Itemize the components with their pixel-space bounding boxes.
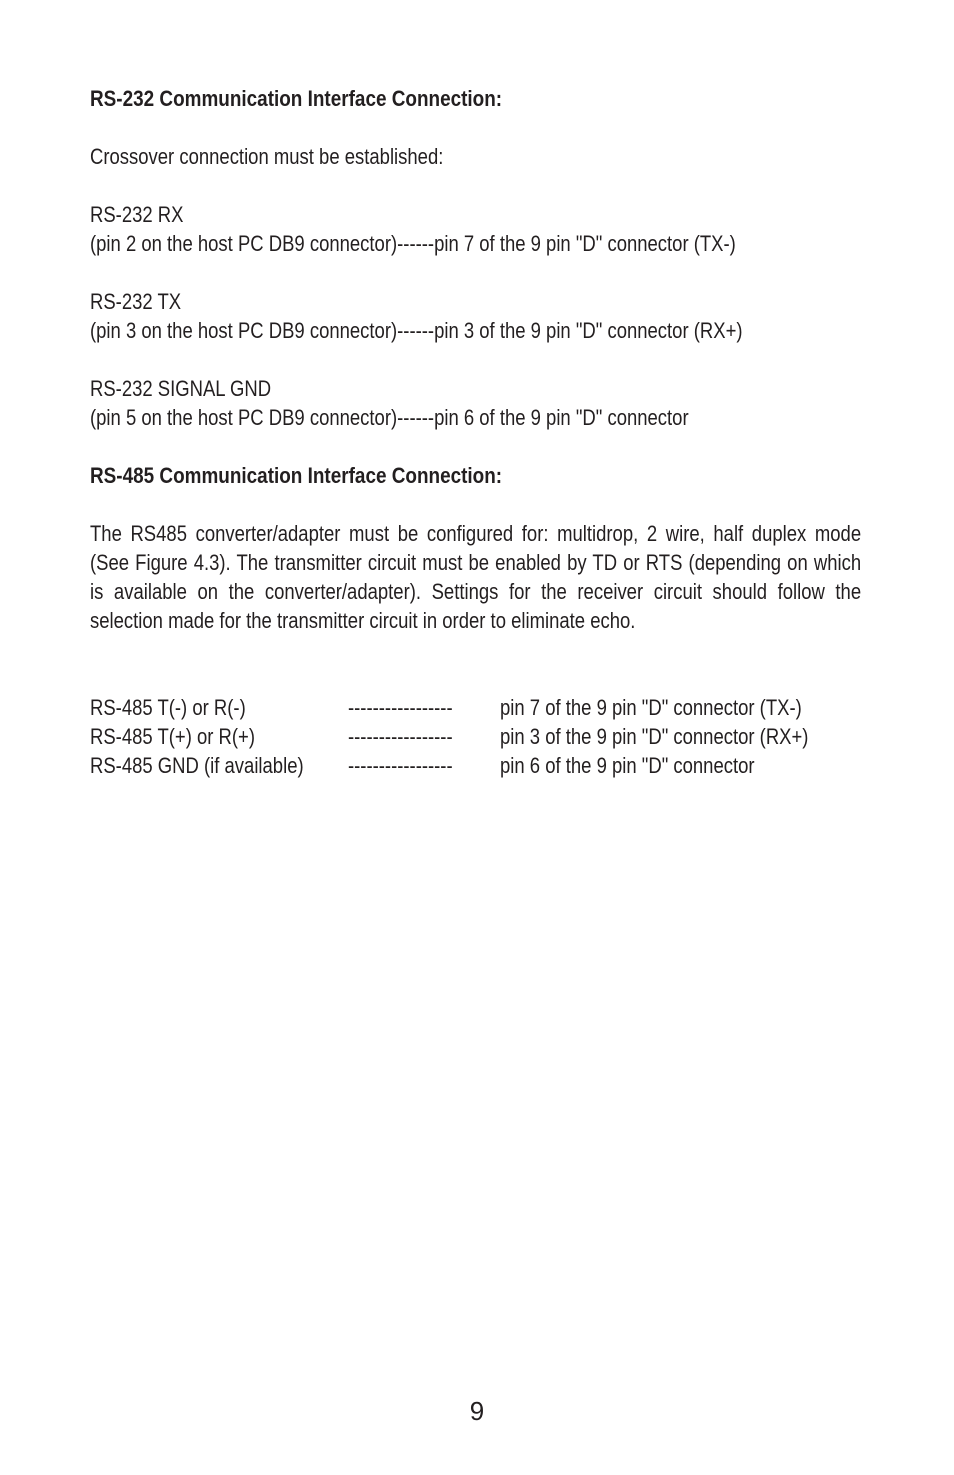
- rs232-heading: RS-232 Communication Interface Connection:: [90, 86, 503, 111]
- rs485-target: pin 3 of the 9 pin "D" connector (RX+): [500, 724, 809, 749]
- rs485-row: [90, 693, 862, 722]
- rs485-dashes: -----------------: [348, 695, 453, 720]
- connection-detail: (pin 3 on the host PC DB9 connector)------pin 3 of the 9 pin "D" connector (RX+): [90, 318, 743, 343]
- rs485-signal: RS-485 T(-) or R(-): [90, 695, 246, 720]
- rs485-signal: RS-485 GND (if available): [90, 753, 304, 778]
- page-number: 9: [469, 1396, 485, 1426]
- rs485-heading: RS-485 Communication Interface Connection:: [90, 463, 503, 488]
- rs485-target: pin 6 of the 9 pin "D" connector: [500, 753, 755, 778]
- spacer: [90, 171, 862, 200]
- spacer: [90, 490, 862, 519]
- spacer: [90, 664, 862, 693]
- rs485-dashes: -----------------: [348, 753, 453, 778]
- rs485-wiring-table: [90, 693, 862, 780]
- rs232-connection-tx: [90, 287, 862, 345]
- manual-page-content: [90, 84, 862, 780]
- connection-detail: (pin 5 on the host PC DB9 connector)------pin 6 of the 9 pin "D" connector: [90, 405, 689, 430]
- rs485-signal: RS-485 T(+) or R(+): [90, 724, 255, 749]
- connection-label: RS-232 TX: [90, 289, 182, 314]
- connection-label: RS-232 RX: [90, 202, 184, 227]
- spacer: [90, 432, 862, 461]
- rs232-connection-rx: [90, 200, 862, 258]
- rs485-target: pin 7 of the 9 pin "D" connector (TX-): [500, 695, 802, 720]
- spacer: [90, 258, 862, 287]
- spacer: [90, 345, 862, 374]
- rs485-paragraph-box: [90, 519, 862, 664]
- spacer: [90, 113, 862, 142]
- connection-label: RS-232 SIGNAL GND: [90, 376, 272, 401]
- rs485-paragraph: The RS485 converter/adapter must be configured for: multidrop, 2 wire, half duplex mode (See Figure 4.3). The transmitter circuit must be enabled by TD or RTS (depending on which is available on the converter/adapter). Settings for the receiver circuit should follow the selection made for the transmitter circuit in order to eliminate echo.: [90, 521, 862, 633]
- rs485-row: [90, 722, 862, 751]
- rs485-row: [90, 751, 862, 780]
- rs232-connection-gnd: [90, 374, 862, 432]
- rs485-dashes: -----------------: [348, 724, 453, 749]
- connection-detail: (pin 2 on the host PC DB9 connector)------pin 7 of the 9 pin "D" connector (TX-): [90, 231, 736, 256]
- rs232-intro: Crossover connection must be established:: [90, 144, 444, 169]
